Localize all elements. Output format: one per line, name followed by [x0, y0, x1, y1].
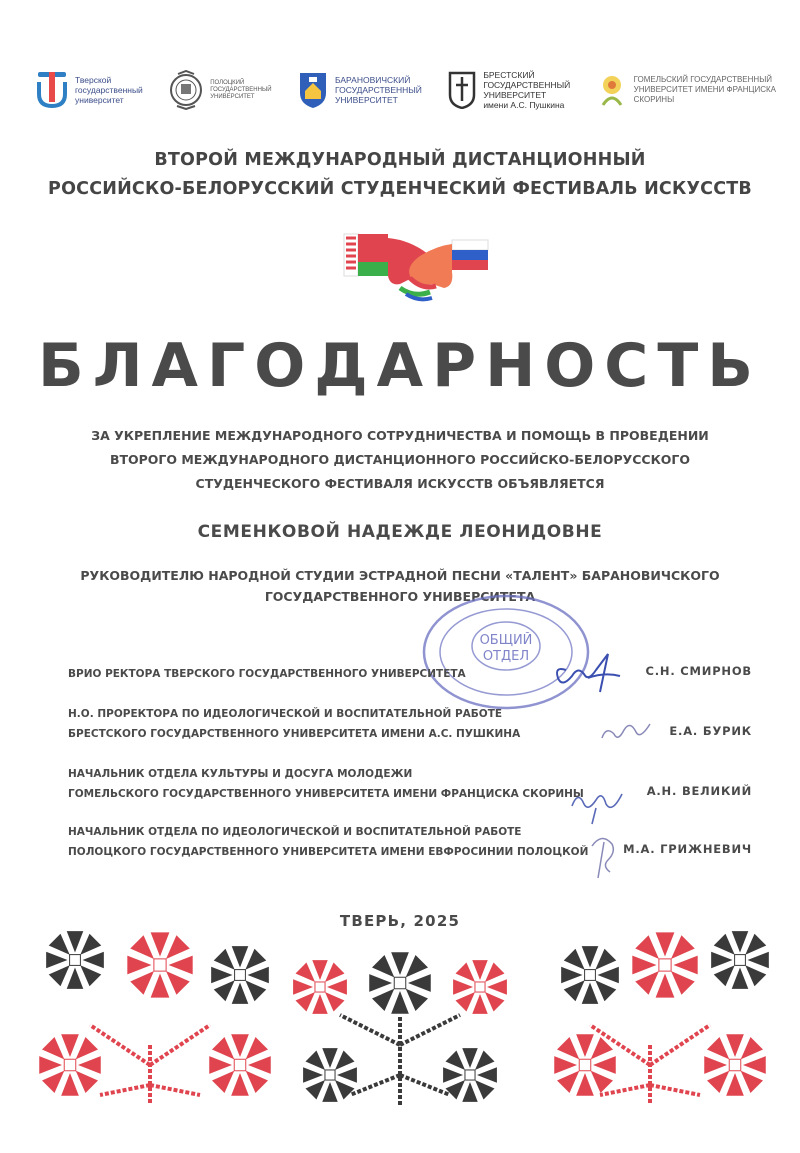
signer-4-name: М.А. ГРИЖНЕВИЧ — [623, 842, 752, 856]
ornament-center-flower-1 — [293, 960, 347, 1014]
ornament-center-flower-2 — [369, 952, 431, 1014]
stamp-text-2: ОТДЕЛ — [482, 649, 530, 664]
ornament-left-flower-3 — [211, 946, 269, 1004]
logo-gomel-text: ГОМЕЛЬСКИЙ ГОСУДАРСТВЕННЫЙ УНИВЕРСИТЕТ ИМЕНИ ФРАНЦИСКА СКОРИНЫ — [633, 75, 776, 104]
signer-1-name: С.Н. СМИРНОВ — [645, 664, 752, 678]
reason-line2: ВТОРОГО МЕЖДУНАРОДНОГО ДИСТАНЦИОННОГО РОССИЙСКО-БЕЛОРУССКОГО — [109, 452, 691, 467]
ornament-left-stems — [90, 1025, 210, 1103]
ornament-right-flower-4 — [554, 1034, 616, 1096]
signer-2-name: Е.А. БУРИК — [669, 724, 752, 738]
ornament-center-flower-4 — [303, 1048, 357, 1102]
logo-brest-text: БРЕСТСКИЙ ГОСУДАРСТВЕННЫЙ УНИВЕРСИТЕТ — [483, 70, 571, 100]
tver-university-icon — [36, 70, 68, 110]
baranovichi-shield-icon — [298, 71, 328, 109]
handshake-flags-icon — [340, 228, 492, 308]
document-title: БЛАГОДАРНОСТЬ — [37, 331, 762, 401]
stamp-text-1: ОБЩИЙ — [479, 633, 533, 648]
signer-4 — [68, 822, 758, 862]
ornament-right-flower-5 — [704, 1034, 766, 1096]
logo-polotsk — [169, 70, 271, 110]
ornament-left-flower-5 — [209, 1034, 271, 1096]
logo-tver-text: Тверской государственный университет — [75, 75, 143, 105]
signer-2-role-line2: БРЕСТСКОГО ГОСУДАРСТВЕННОГО УНИВЕРСИТЕТА ИМЕНИ А.С. ПУШКИНА — [68, 728, 521, 740]
signer-1 — [68, 664, 758, 684]
logo-gomel — [597, 71, 776, 109]
city-year: ТВЕРЬ, 2025 — [339, 912, 461, 930]
signer-4-role-line1: НАЧАЛЬНИК ОТДЕЛА ПО ИДЕОЛОГИЧЕСКОЙ И ВОСПИТАТЕЛЬНОЙ РАБОТЕ — [68, 826, 522, 838]
signature-grizhnevich — [582, 826, 632, 882]
signature-smirnov — [548, 648, 628, 698]
ornament-center-stems — [340, 1015, 460, 1105]
signer-3-role-line1: НАЧАЛЬНИК ОТДЕЛА КУЛЬТУРЫ И ДОСУГА МОЛОДЕЖИ — [68, 768, 413, 780]
logo-brest — [448, 70, 570, 110]
signer-3-name: А.Н. ВЕЛИКИЙ — [646, 784, 752, 798]
reason-text — [0, 424, 800, 496]
logo-baranovichi — [298, 71, 422, 109]
position-line1: РУКОВОДИТЕЛЮ НАРОДНОЙ СТУДИИ ЭСТРАДНОЙ ПЕСНИ «ТАЛЕНТ» БАРАНОВИЧСКОГО — [80, 568, 720, 583]
logos-row — [36, 62, 776, 118]
brest-university-icon — [448, 71, 476, 109]
reason-line1: ЗА УКРЕПЛЕНИЕ МЕЖДУНАРОДНОГО СОТРУДНИЧЕСТВА И ПОМОЩЬ В ПРОВЕДЕНИИ — [91, 428, 709, 443]
festival-title-line2: РОССИЙСКО-БЕЛОРУССКИЙ СТУДЕНЧЕСКИЙ ФЕСТИВАЛЬ ИСКУССТВ — [48, 179, 752, 199]
ornament-right-flower-3 — [711, 931, 769, 989]
ornament-left-flower-4 — [39, 1034, 101, 1096]
ornament-left-flower-2 — [127, 932, 192, 997]
ornament-left-flower-1 — [46, 931, 104, 989]
logo-brest-text-group — [483, 70, 570, 110]
reason-line3: СТУДЕНЧЕСКОГО ФЕСТИВАЛЯ ИСКУССТВ ОБЪЯВЛЯЕТСЯ — [195, 476, 605, 491]
signer-1-role: ВРИО РЕКТОРА ТВЕРСКОГО ГОСУДАРСТВЕННОГО УНИВЕРСИТЕТА — [68, 668, 466, 680]
signer-4-role-line2: ПОЛОЦКОГО ГОСУДАРСТВЕННОГО УНИВЕРСИТЕТА ИМЕНИ ЕВФРОСИНИИ ПОЛОЦКОЙ — [68, 846, 589, 858]
recipient-name: СЕМЕНКОВОЙ НАДЕЖДЕ ЛЕОНИДОВНЕ — [197, 522, 603, 542]
signer-2-role-line1: Н.О. ПРОРЕКТОРА ПО ИДЕОЛОГИЧЕСКОЙ И ВОСПИТАТЕЛЬНОЙ РАБОТЕ — [68, 708, 503, 720]
ornament-center-flower-3 — [453, 960, 507, 1014]
signer-3-role-line2: ГОМЕЛЬСКОГО ГОСУДАРСТВЕННОГО УНИВЕРСИТЕТА ИМЕНИ ФРАНЦИСКА СКОРИНЫ — [68, 788, 584, 800]
polotsk-university-emblem-icon — [169, 70, 203, 110]
logo-tver — [36, 70, 143, 110]
signature-velikiy — [566, 778, 636, 826]
logo-polotsk-text: ПОЛОЦКИЙ ГОСУДАРСТВЕННЫЙ УНИВЕРСИТЕТ — [210, 79, 272, 100]
ornament-right-flower-1 — [561, 946, 619, 1004]
ornament-center-flower-5 — [443, 1048, 497, 1102]
embroidery-ornament — [0, 925, 800, 1115]
ornament-right-flower-2 — [632, 932, 697, 997]
signer-3 — [68, 764, 758, 804]
position-line2: ГОСУДАРСТВЕННОГО УНИВЕРСИТЕТА — [264, 589, 536, 604]
logo-brest-subtext: имени А.С. Пушкина — [483, 100, 565, 110]
gomel-university-icon — [597, 71, 627, 109]
signature-burik — [596, 712, 656, 752]
festival-title — [0, 146, 800, 204]
logo-baranovichi-text: БАРАНОВИЧСКИЙ ГОСУДАРСТВЕННЫЙ УНИВЕРСИТЕТ — [334, 75, 422, 105]
festival-title-line1: ВТОРОЙ МЕЖДУНАРОДНЫЙ ДИСТАНЦИОННЫЙ — [154, 150, 646, 170]
recipient-position — [0, 565, 800, 607]
